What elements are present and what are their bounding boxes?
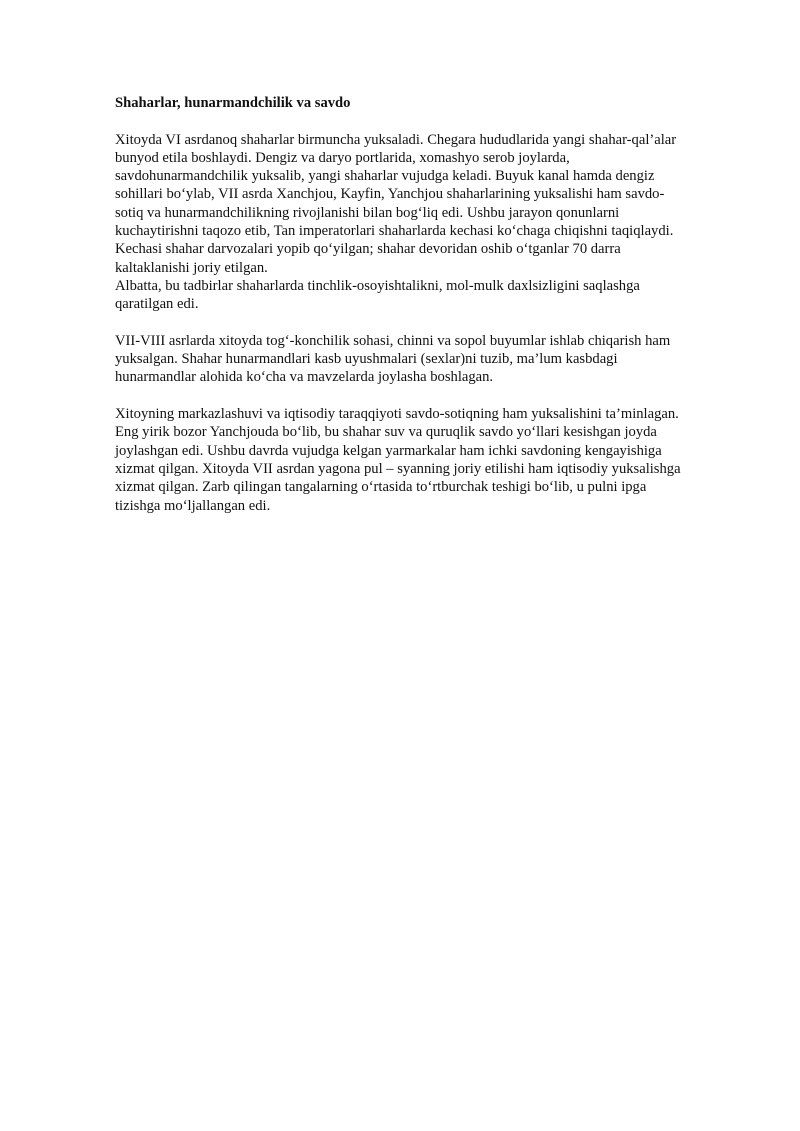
document-body bbox=[115, 94, 745, 533]
text-line: xizmat qilgan. Xitoyda VII asrdan yagona pul – syanning joriy etilishi ham iqtisodiy yuksalishga bbox=[115, 460, 681, 477]
text-line: bunyod etila boshlaydi. Dengiz va daryo portlarida, xomashyo serob joylarda, bbox=[115, 149, 570, 166]
paragraph-3 bbox=[115, 405, 745, 515]
paragraph-1 bbox=[115, 131, 745, 314]
text-line: yuksalgan. Shahar hunarmandlari kasb uyushmalari (sexlar)ni tuzib, ma’lum kasbdagi bbox=[115, 351, 618, 368]
text-line: xizmat qilgan. Zarb qilingan tangalarning o‘rtasida to‘rtburchak teshigi bo‘lib, u pulni ipga bbox=[115, 479, 647, 496]
text-line: Xitoyning markazlashuvi va iqtisodiy taraqqiyoti savdo-sotiqning ham yuksalishini ta’minlagan. bbox=[115, 406, 679, 423]
text-line: VII-VIII asrlarda xitoyda tog‘-konchilik sohasi, chinni va sopol buyumlar ishlab chiqarish ham bbox=[115, 332, 671, 349]
document-title: Shaharlar, hunarmandchilik va savdo bbox=[115, 95, 351, 111]
text-line: joylashgan edi. Ushbu davrda vujudga kelgan yarmarkalar ham ichki savdoning kengayishiga bbox=[115, 442, 662, 459]
text-line: sohillari bo‘ylab, VII asrda Xanchjou, Kayfin, Yanchjou shaharlarining yuksalishi ham savdo- bbox=[115, 186, 665, 203]
paragraph-2 bbox=[115, 332, 745, 387]
text-line: tizishga mo‘ljallangan edi. bbox=[115, 497, 271, 514]
text-line: Kechasi shahar darvozalari yopib qo‘yilgan; shahar devoridan oshib o‘tganlar 70 darra bbox=[115, 241, 621, 258]
text-line: Xitoyda VI asrdanoq shaharlar birmuncha yuksaladi. Chegara hududlarida yangi shahar-qal’alar bbox=[115, 131, 677, 148]
text-line: kaltaklanishi joriy etilgan. bbox=[115, 259, 268, 276]
text-line: savdohunarmandchilik yuksalib, yangi shaharlar vujudga keladi. Buyuk kanal hamda dengiz bbox=[115, 168, 655, 185]
text-line: qaratilgan edi. bbox=[115, 296, 199, 313]
text-line: sotiq va hunarmandchilikning rivojlanishi bilan bog‘liq edi. Ushbu jarayon qonunlarni bbox=[115, 204, 620, 221]
text-line: kuchaytirishni taqozo etib, Tan imperatorlari shaharlarda kechasi ko‘chaga chiqishni taqiqlaydi. bbox=[115, 223, 674, 240]
text-line: Albatta, bu tadbirlar shaharlarda tinchlik-osoyishtalikni, mol-mulk daxlsizligini saqlashga bbox=[115, 277, 640, 294]
text-line: hunarmandlar alohida ko‘cha va mavzelarda joylasha boshlagan. bbox=[115, 369, 494, 386]
text-line: Eng yirik bozor Yanchjouda bo‘lib, bu shahar suv va quruqlik savdo yo‘llari kesishgan joyda bbox=[115, 424, 657, 441]
